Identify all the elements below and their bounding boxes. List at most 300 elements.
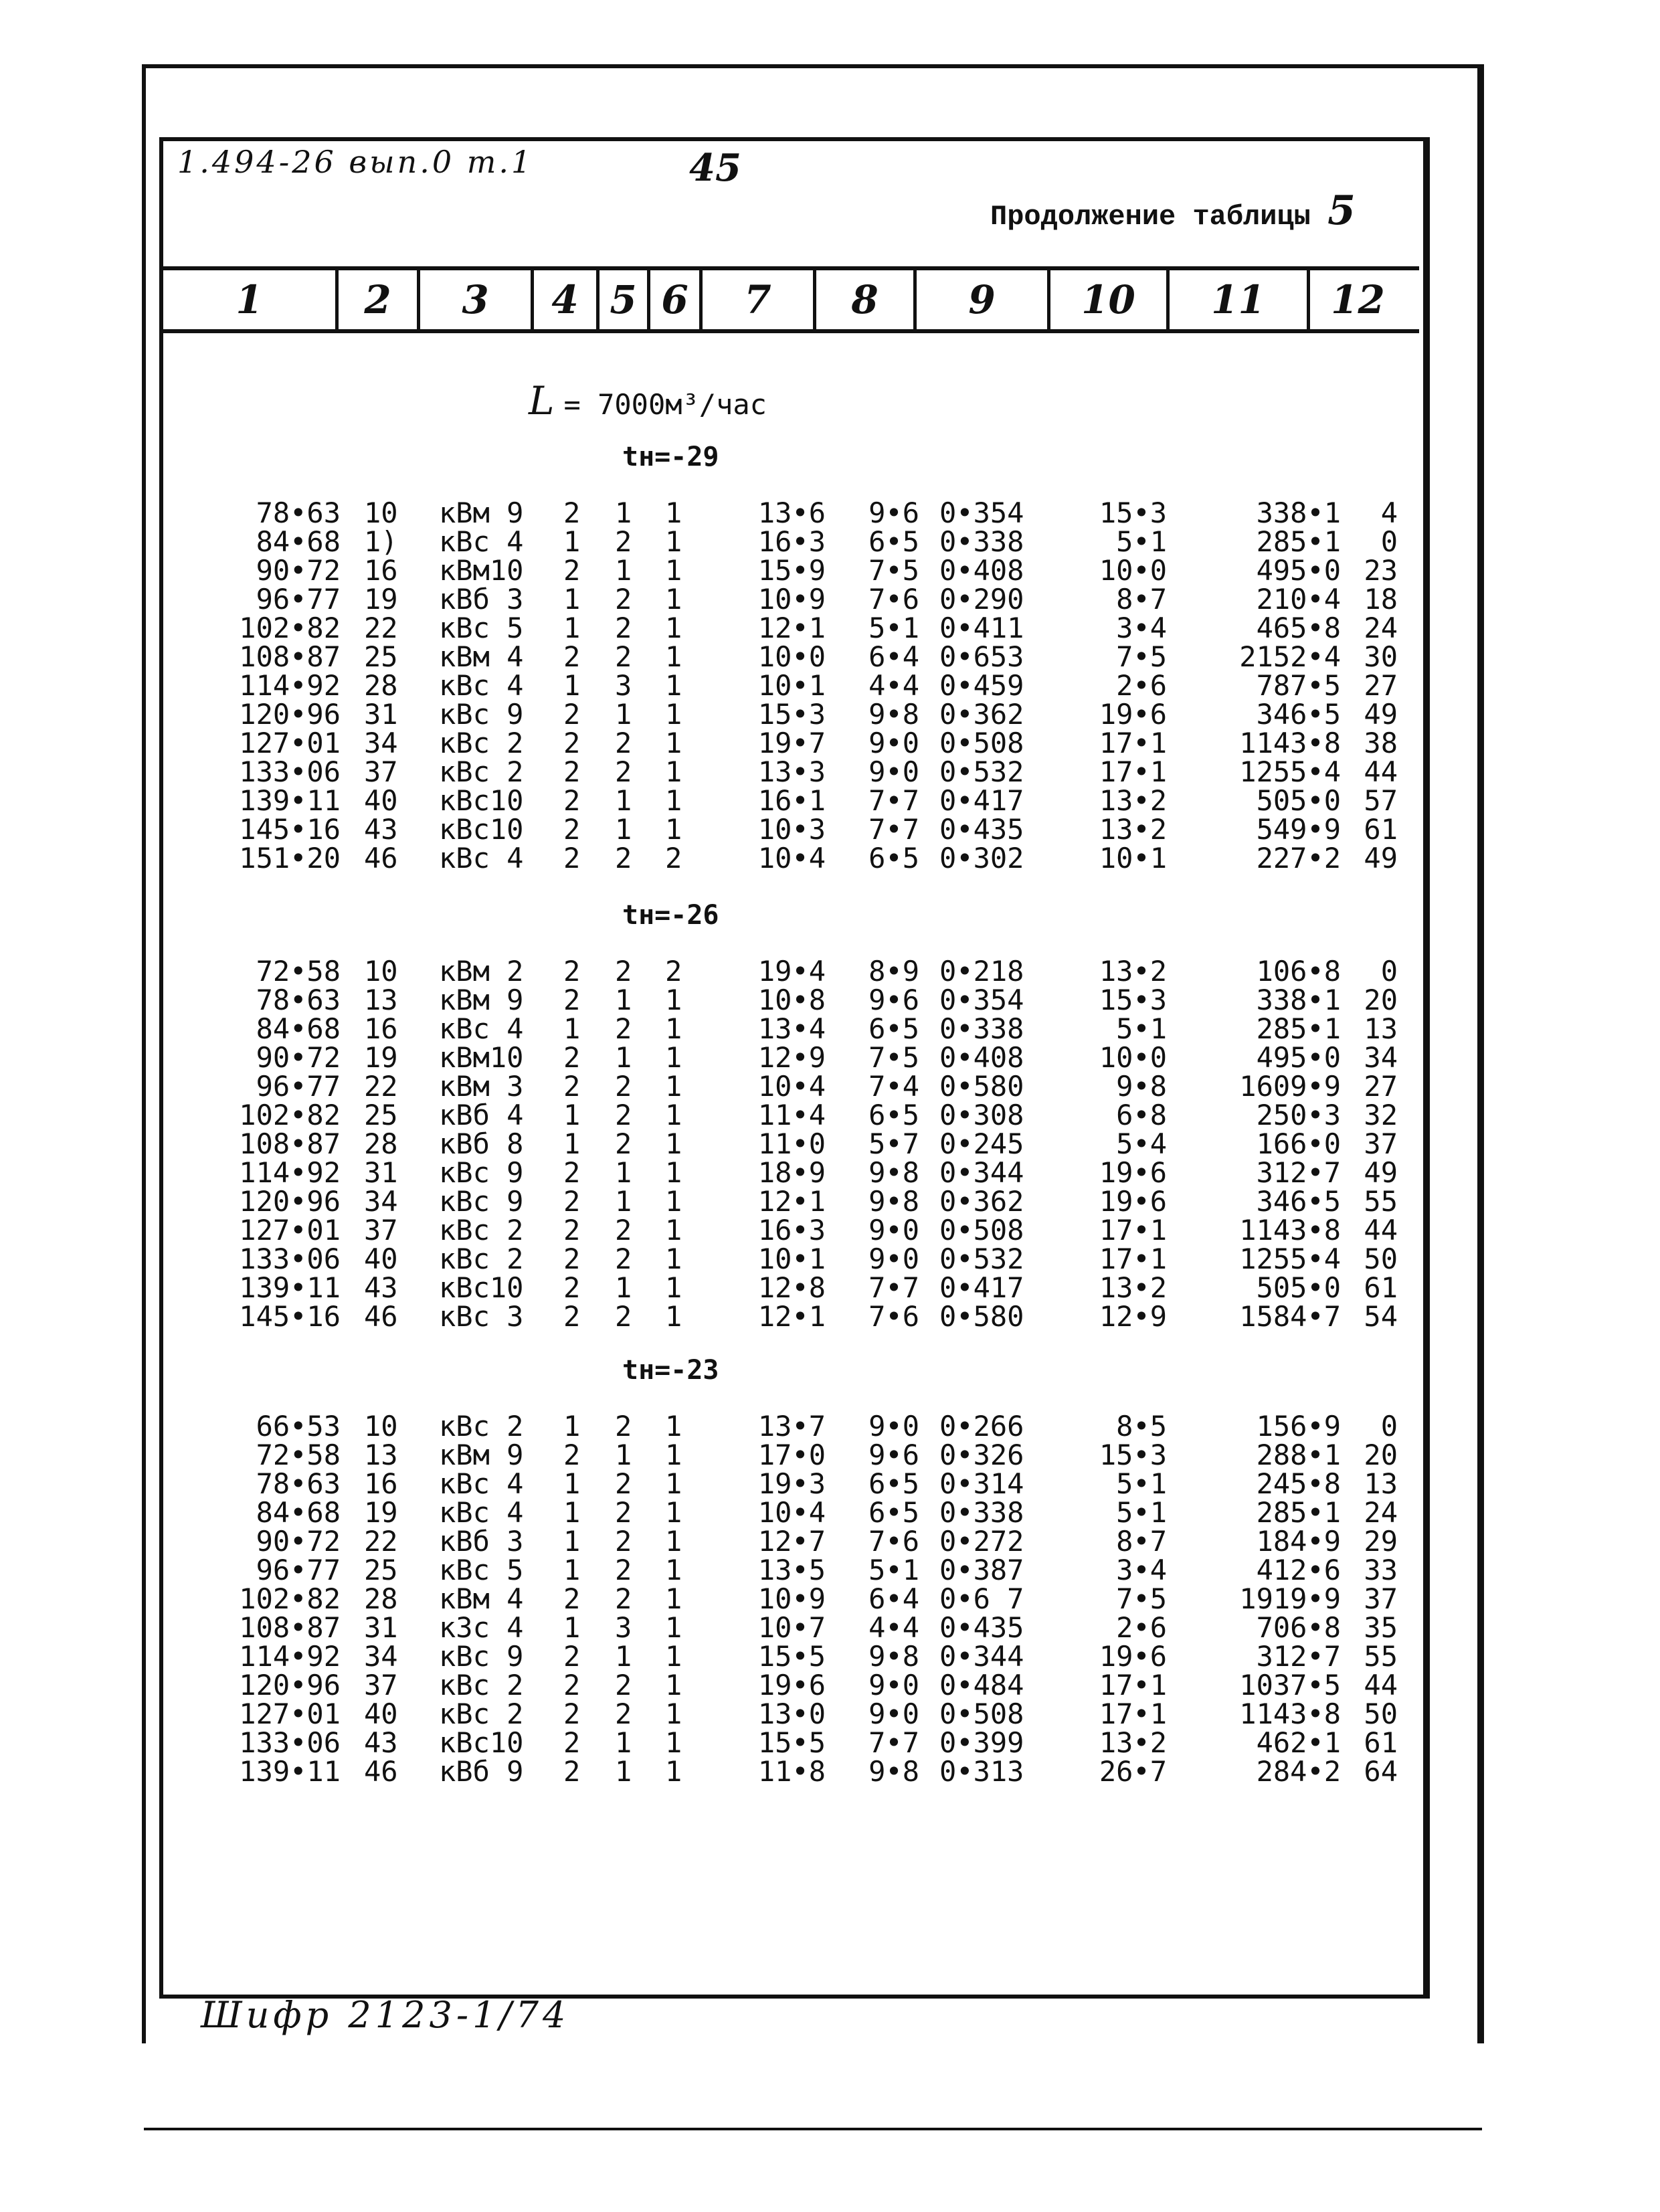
page-number: 45 — [689, 146, 741, 190]
table-row — [163, 1757, 1419, 1786]
cell-col-11: 312•7 — [1256, 1640, 1341, 1673]
cell-col-9: 0•338 — [939, 1012, 1024, 1045]
cell-col-3: кВм 4 — [439, 640, 524, 673]
cell-col-6: 1 — [665, 1525, 682, 1558]
cell-col-7: 12•8 — [757, 1271, 826, 1304]
cell-col-11: 1609•9 — [1239, 1070, 1341, 1103]
cell-col-7: 15•3 — [757, 698, 826, 731]
cell-col-10: 19•6 — [1099, 1640, 1167, 1673]
cell-col-9: 0•338 — [939, 1496, 1024, 1529]
cell-col-8: 4•4 — [868, 1611, 919, 1644]
cell-col-11: 210•4 — [1256, 583, 1341, 616]
cell-col-6: 1 — [665, 813, 682, 846]
cell-col-12: 29 — [1364, 1525, 1398, 1558]
bottom-border — [144, 2128, 1482, 2130]
cell-col-1: 139•11 — [239, 1755, 341, 1788]
cell-col-1: 139•11 — [239, 1271, 341, 1304]
cell-col-4: 2 — [563, 1242, 581, 1275]
cell-col-12: 27 — [1364, 1070, 1398, 1103]
cell-col-9: 0•408 — [939, 554, 1024, 587]
cell-col-1: 120•96 — [239, 1669, 341, 1701]
cell-col-9: 0•417 — [939, 784, 1024, 817]
continuation-text: Продолжение таблицы — [990, 201, 1311, 233]
cell-col-9: 0•362 — [939, 698, 1024, 731]
cell-col-5: 1 — [615, 1041, 632, 1074]
cell-col-12: 64 — [1364, 1755, 1398, 1788]
cell-col-5: 1 — [615, 784, 632, 817]
cell-col-9: 0•435 — [939, 813, 1024, 846]
cell-col-8: 7•4 — [868, 1070, 919, 1103]
cell-col-11: 1584•7 — [1239, 1300, 1341, 1333]
cell-col-8: 7•5 — [868, 554, 919, 587]
cell-col-11: 346•5 — [1256, 1185, 1341, 1218]
cell-col-6: 1 — [665, 554, 682, 587]
cell-col-3: кВм 9 — [439, 496, 524, 529]
cell-col-9: 0•411 — [939, 612, 1024, 644]
cell-col-6: 1 — [665, 1214, 682, 1247]
cell-col-8: 9•0 — [868, 1669, 919, 1701]
cell-col-2: 10 — [364, 1410, 398, 1443]
cell-col-12: 18 — [1364, 583, 1398, 616]
table-row — [163, 556, 1419, 585]
table-row — [163, 671, 1419, 701]
cell-col-3: кВм 2 — [439, 955, 524, 988]
cell-col-7: 10•7 — [757, 1611, 826, 1644]
cell-col-7: 16•1 — [757, 784, 826, 817]
cell-col-4: 2 — [563, 1697, 581, 1730]
cell-col-6: 1 — [665, 669, 682, 702]
table-row — [163, 1129, 1419, 1159]
cell-col-3: кВс 9 — [439, 1156, 524, 1189]
document-cipher: Шифр 2123-1/74 — [201, 1994, 570, 2036]
cell-col-10: 15•3 — [1099, 984, 1167, 1016]
table-row — [163, 1101, 1419, 1130]
cell-col-7: 13•6 — [757, 496, 826, 529]
cell-col-6: 2 — [665, 842, 682, 874]
cell-col-4: 2 — [563, 1640, 581, 1673]
cell-col-10: 8•7 — [1116, 583, 1167, 616]
cell-col-1: 145•16 — [239, 1300, 341, 1333]
cell-col-3: кВс 4 — [439, 1496, 524, 1529]
cell-col-4: 2 — [563, 1271, 581, 1304]
cell-col-1: 120•96 — [239, 698, 341, 731]
cell-col-8: 6•5 — [868, 1467, 919, 1500]
cell-col-3: кВс 9 — [439, 1185, 524, 1218]
cell-col-12: 23 — [1364, 554, 1398, 587]
table-row — [163, 1671, 1419, 1700]
cell-col-5: 1 — [615, 1640, 632, 1673]
cell-col-8: 6•5 — [868, 1496, 919, 1529]
cell-col-9: 0•344 — [939, 1156, 1024, 1189]
cell-col-1: 90•72 — [256, 1041, 341, 1074]
cell-col-5: 2 — [615, 1554, 632, 1586]
cell-col-8: 7•6 — [868, 583, 919, 616]
cell-col-12: 61 — [1364, 1726, 1398, 1759]
cell-col-2: 19 — [364, 1041, 398, 1074]
cell-col-2: 13 — [364, 1439, 398, 1471]
cell-col-3: кВм10 — [439, 1041, 524, 1074]
cell-col-11: 495•0 — [1256, 554, 1341, 587]
cell-col-4: 2 — [563, 955, 581, 988]
cell-col-7: 12•1 — [757, 1185, 826, 1218]
column-number-header — [163, 266, 1419, 333]
cell-col-1: 72•58 — [256, 955, 341, 988]
cell-col-3: кВс 4 — [439, 842, 524, 874]
cell-col-5: 1 — [615, 1755, 632, 1788]
cell-col-2: 43 — [364, 1271, 398, 1304]
handwritten-reference: 1.494-26 вып.0 т.1 — [177, 144, 534, 180]
cell-col-4: 2 — [563, 496, 581, 529]
cell-col-5: 2 — [615, 1242, 632, 1275]
cell-col-11: 285•1 — [1256, 1496, 1341, 1529]
cell-col-4: 2 — [563, 1755, 581, 1788]
cell-col-10: 3•4 — [1116, 1554, 1167, 1586]
cell-col-2: 28 — [364, 1582, 398, 1615]
cell-col-4: 1 — [563, 583, 581, 616]
cell-col-8: 8•9 — [868, 955, 919, 988]
cell-col-7: 10•4 — [757, 1070, 826, 1103]
cell-col-3: кВс 5 — [439, 612, 524, 644]
cell-col-5: 1 — [615, 496, 632, 529]
cell-col-4: 2 — [563, 727, 581, 759]
cell-col-9: 0•399 — [939, 1726, 1024, 1759]
cell-col-6: 1 — [665, 1697, 682, 1730]
cell-col-11: 338•1 — [1256, 496, 1341, 529]
cell-col-8: 5•7 — [868, 1127, 919, 1160]
cell-col-11: 1037•5 — [1239, 1669, 1341, 1701]
cell-col-10: 6•8 — [1116, 1099, 1167, 1131]
table-row — [163, 1642, 1419, 1671]
cell-col-9: 0•344 — [939, 1640, 1024, 1673]
cell-col-4: 2 — [563, 1726, 581, 1759]
cell-col-3: кВс 3 — [439, 1300, 524, 1333]
cell-col-4: 1 — [563, 669, 581, 702]
cell-col-7: 15•9 — [757, 554, 826, 587]
cell-col-6: 1 — [665, 1185, 682, 1218]
cell-col-5: 2 — [615, 755, 632, 788]
cell-col-3: кВс 9 — [439, 698, 524, 731]
cell-col-9: 0•532 — [939, 1242, 1024, 1275]
cell-col-5: 1 — [615, 554, 632, 587]
cell-col-2: 34 — [364, 727, 398, 759]
cell-col-3: кВс 2 — [439, 1669, 524, 1701]
cell-col-8: 7•7 — [868, 1271, 919, 1304]
cell-col-5: 2 — [615, 842, 632, 874]
table-row — [163, 957, 1419, 986]
table-row — [163, 1302, 1419, 1331]
cell-col-7: 10•1 — [757, 669, 826, 702]
cell-col-11: 338•1 — [1256, 984, 1341, 1016]
cell-col-7: 13•0 — [757, 1697, 826, 1730]
cell-col-7: 10•9 — [757, 583, 826, 616]
cell-col-9: 0•245 — [939, 1127, 1024, 1160]
cell-col-2: 37 — [364, 1214, 398, 1247]
cell-col-10: 5•1 — [1116, 1012, 1167, 1045]
column-number-7: 7 — [703, 270, 816, 329]
cell-col-2: 34 — [364, 1640, 398, 1673]
table-row — [163, 815, 1419, 844]
cell-col-9: 0•580 — [939, 1070, 1024, 1103]
cell-col-10: 17•1 — [1099, 755, 1167, 788]
cell-col-2: 25 — [364, 1554, 398, 1586]
cell-col-8: 7•6 — [868, 1300, 919, 1333]
cell-col-11: 1255•4 — [1239, 1242, 1341, 1275]
cell-col-11: 346•5 — [1256, 698, 1341, 731]
table-row — [163, 1498, 1419, 1528]
cell-col-6: 1 — [665, 727, 682, 759]
cell-col-4: 2 — [563, 784, 581, 817]
cell-col-11: 285•1 — [1256, 1012, 1341, 1045]
cell-col-12: 13 — [1364, 1467, 1398, 1500]
cell-col-7: 13•4 — [757, 1012, 826, 1045]
cell-col-2: 31 — [364, 1611, 398, 1644]
cell-col-6: 1 — [665, 1640, 682, 1673]
flow-symbol: L — [529, 378, 555, 424]
cell-col-11: 2152•4 — [1239, 640, 1341, 673]
cell-col-12: 13 — [1364, 1012, 1398, 1045]
cell-col-11: 505•0 — [1256, 784, 1341, 817]
cell-col-9: 0•272 — [939, 1525, 1024, 1558]
cell-col-3: кВс 2 — [439, 1214, 524, 1247]
cell-col-7: 12•1 — [757, 1300, 826, 1333]
cell-col-7: 10•1 — [757, 1242, 826, 1275]
cell-col-3: кВб 4 — [439, 1099, 524, 1131]
table-row — [163, 1556, 1419, 1585]
cell-col-3: кВс 2 — [439, 755, 524, 788]
cell-col-4: 1 — [563, 1410, 581, 1443]
cell-col-2: 43 — [364, 813, 398, 846]
cell-col-5: 2 — [615, 1410, 632, 1443]
cell-col-1: 114•92 — [239, 1640, 341, 1673]
cell-col-5: 1 — [615, 984, 632, 1016]
cell-col-5: 3 — [615, 669, 632, 702]
cell-col-6: 2 — [665, 955, 682, 988]
cell-col-4: 1 — [563, 1099, 581, 1131]
cell-col-8: 9•6 — [868, 1439, 919, 1471]
cell-col-11: 285•1 — [1256, 525, 1341, 558]
group-title: tн=-26 — [622, 900, 719, 931]
flow-label — [529, 378, 767, 424]
cell-col-1: 96•77 — [256, 583, 341, 616]
cell-col-11: 250•3 — [1256, 1099, 1341, 1131]
cell-col-9: 0•338 — [939, 525, 1024, 558]
cell-col-7: 12•9 — [757, 1041, 826, 1074]
cell-col-12: 61 — [1364, 813, 1398, 846]
cell-col-9: 0•308 — [939, 1099, 1024, 1131]
cell-col-2: 43 — [364, 1726, 398, 1759]
cell-col-2: 16 — [364, 1012, 398, 1045]
cell-col-3: кВб 9 — [439, 1755, 524, 1788]
cell-col-10: 17•1 — [1099, 1214, 1167, 1247]
cell-col-9: 0•435 — [939, 1611, 1024, 1644]
cell-col-3: кВм 9 — [439, 1439, 524, 1471]
cell-col-10: 13•2 — [1099, 955, 1167, 988]
cell-col-9: 0•508 — [939, 1214, 1024, 1247]
cell-col-6: 1 — [665, 1099, 682, 1131]
column-number-8: 8 — [816, 270, 917, 329]
cell-col-11: 462•1 — [1256, 1726, 1341, 1759]
cell-col-4: 2 — [563, 842, 581, 874]
cell-col-5: 2 — [615, 525, 632, 558]
cell-col-8: 9•6 — [868, 496, 919, 529]
cell-col-2: 31 — [364, 698, 398, 731]
cell-col-11: 184•9 — [1256, 1525, 1341, 1558]
cell-col-3: кВб 3 — [439, 583, 524, 616]
cell-col-7: 10•3 — [757, 813, 826, 846]
cell-col-7: 19•7 — [757, 727, 826, 759]
table-row — [163, 1072, 1419, 1101]
cell-col-3: кВс10 — [439, 813, 524, 846]
table-row — [163, 1469, 1419, 1499]
table-row — [163, 585, 1419, 614]
column-number-4: 4 — [534, 270, 600, 329]
cell-col-6: 1 — [665, 1611, 682, 1644]
cell-col-4: 1 — [563, 1127, 581, 1160]
cell-col-6: 1 — [665, 525, 682, 558]
cell-col-2: 28 — [364, 1127, 398, 1160]
cell-col-9: 0•408 — [939, 1041, 1024, 1074]
cell-col-9: 0•302 — [939, 842, 1024, 874]
cell-col-4: 2 — [563, 1185, 581, 1218]
cell-col-6: 1 — [665, 984, 682, 1016]
cell-col-12: 37 — [1364, 1582, 1398, 1615]
cell-col-1: 78•63 — [256, 984, 341, 1016]
cell-col-12: 55 — [1364, 1185, 1398, 1218]
cell-col-5: 1 — [615, 1185, 632, 1218]
cell-col-10: 19•6 — [1099, 698, 1167, 731]
cell-col-11: 166•0 — [1256, 1127, 1341, 1160]
cell-col-12: 27 — [1364, 669, 1398, 702]
cell-col-6: 1 — [665, 1300, 682, 1333]
cell-col-7: 10•8 — [757, 984, 826, 1016]
cell-col-11: 1143•8 — [1239, 1214, 1341, 1247]
cell-col-1: 90•72 — [256, 554, 341, 587]
cell-col-2: 10 — [364, 496, 398, 529]
cell-col-7: 10•4 — [757, 842, 826, 874]
cell-col-10: 2•6 — [1116, 1611, 1167, 1644]
table-row — [163, 844, 1419, 873]
cell-col-4: 1 — [563, 1525, 581, 1558]
cell-col-10: 15•3 — [1099, 1439, 1167, 1471]
cell-col-3: кВс 4 — [439, 1467, 524, 1500]
cell-col-5: 2 — [615, 1070, 632, 1103]
cell-col-2: 13 — [364, 984, 398, 1016]
cell-col-12: 24 — [1364, 1496, 1398, 1529]
cell-col-3: кВс10 — [439, 1271, 524, 1304]
table-row — [163, 614, 1419, 643]
cell-col-7: 13•5 — [757, 1554, 826, 1586]
table-row — [163, 729, 1419, 758]
cell-col-5: 2 — [615, 955, 632, 988]
cell-col-3: кВс 4 — [439, 1012, 524, 1045]
cell-col-8: 5•1 — [868, 1554, 919, 1586]
cell-col-1: 96•77 — [256, 1554, 341, 1586]
cell-col-12: 35 — [1364, 1611, 1398, 1644]
table-row — [163, 1441, 1419, 1470]
group-title: tн=-23 — [622, 1355, 719, 1386]
cell-col-8: 9•0 — [868, 1242, 919, 1275]
cell-col-9: 0•417 — [939, 1271, 1024, 1304]
cell-col-5: 2 — [615, 1669, 632, 1701]
cell-col-3: кВб 8 — [439, 1127, 524, 1160]
cell-col-8: 9•8 — [868, 1755, 919, 1788]
cell-col-2: 31 — [364, 1156, 398, 1189]
cell-col-3: кВс 2 — [439, 1697, 524, 1730]
cell-col-6: 1 — [665, 1242, 682, 1275]
cell-col-4: 2 — [563, 1156, 581, 1189]
cell-col-11: 284•2 — [1256, 1755, 1341, 1788]
cell-col-8: 4•4 — [868, 669, 919, 702]
cell-col-3: кВс 5 — [439, 1554, 524, 1586]
cell-col-5: 1 — [615, 813, 632, 846]
cell-col-1: 133•06 — [239, 1242, 341, 1275]
cell-col-5: 1 — [615, 1271, 632, 1304]
cell-col-11: 465•8 — [1256, 612, 1341, 644]
cell-col-11: 156•9 — [1256, 1410, 1341, 1443]
cell-col-7: 19•6 — [757, 1669, 826, 1701]
cell-col-10: 19•6 — [1099, 1185, 1167, 1218]
cell-col-9: 0•459 — [939, 669, 1024, 702]
table-row — [163, 1527, 1419, 1556]
cell-col-2: 37 — [364, 755, 398, 788]
cell-col-12: 49 — [1364, 698, 1398, 731]
cell-col-7: 19•4 — [757, 955, 826, 988]
cell-col-4: 2 — [563, 813, 581, 846]
cell-col-5: 2 — [615, 1214, 632, 1247]
cell-col-4: 1 — [563, 1611, 581, 1644]
cell-col-9: 0•326 — [939, 1439, 1024, 1471]
table-row — [163, 642, 1419, 672]
cell-col-4: 2 — [563, 1439, 581, 1471]
cell-col-3: кВс10 — [439, 1726, 524, 1759]
cell-col-1: 114•92 — [239, 669, 341, 702]
cell-col-2: 28 — [364, 669, 398, 702]
cell-col-10: 17•1 — [1099, 1242, 1167, 1275]
cell-col-5: 2 — [615, 727, 632, 759]
cell-col-1: 78•63 — [256, 1467, 341, 1500]
cell-col-1: 145•16 — [239, 813, 341, 846]
cell-col-1: 72•58 — [256, 1439, 341, 1471]
table-row — [163, 498, 1419, 528]
cell-col-1: 114•92 — [239, 1156, 341, 1189]
cell-col-8: 9•8 — [868, 1640, 919, 1673]
cell-col-9: 0•266 — [939, 1410, 1024, 1443]
cell-col-2: 19 — [364, 583, 398, 616]
cell-col-2: 37 — [364, 1669, 398, 1701]
cell-col-6: 1 — [665, 755, 682, 788]
cell-col-10: 13•2 — [1099, 1271, 1167, 1304]
cell-col-4: 1 — [563, 1496, 581, 1529]
cell-col-12: 49 — [1364, 1156, 1398, 1189]
cell-col-11: 1143•8 — [1239, 727, 1341, 759]
cell-col-1: 96•77 — [256, 1070, 341, 1103]
cell-col-8: 6•5 — [868, 842, 919, 874]
cell-col-11: 312•7 — [1256, 1156, 1341, 1189]
cell-col-2: 40 — [364, 1242, 398, 1275]
cell-col-10: 13•2 — [1099, 813, 1167, 846]
cell-col-9: 0•580 — [939, 1300, 1024, 1333]
cell-col-3: кВс 2 — [439, 1410, 524, 1443]
cell-col-3: кВм10 — [439, 554, 524, 587]
cell-col-8: 5•1 — [868, 612, 919, 644]
cell-col-2: 34 — [364, 1185, 398, 1218]
cell-col-10: 8•5 — [1116, 1410, 1167, 1443]
cell-col-6: 1 — [665, 1669, 682, 1701]
cell-col-4: 2 — [563, 1582, 581, 1615]
cell-col-4: 2 — [563, 1214, 581, 1247]
cell-col-5: 2 — [615, 1012, 632, 1045]
cell-col-5: 1 — [615, 1439, 632, 1471]
